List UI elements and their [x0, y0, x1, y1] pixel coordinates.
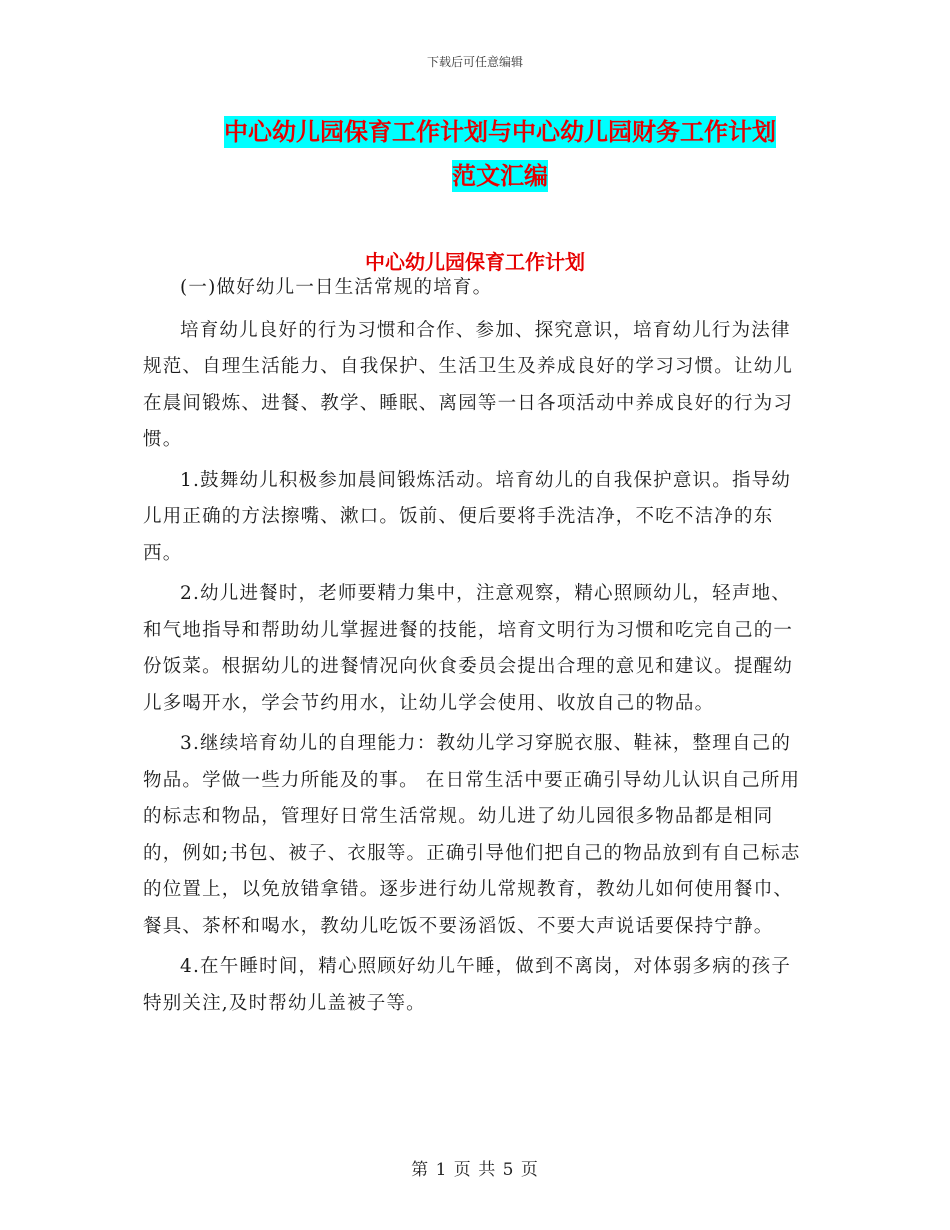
header-note: 下载后可任意编辑: [426, 55, 523, 69]
document-title: [190, 110, 810, 198]
paragraph-1: (一)做好幼儿一日生活常规的培育。: [180, 277, 493, 298]
section-title: 中心幼儿园保育工作计划: [365, 250, 585, 274]
document-title-line1: 中心幼儿园保育工作计划与中心幼儿园财务工作计划: [224, 118, 776, 146]
paragraph-2: 培育幼儿良好的行为习惯和合作、参加、探究意识，培育幼儿行为法律规范、自理生活能力、自我保护、生活卫生及养成良好的学习习惯。让幼儿在晨间锻炼、进餐、教学、睡眠、离园等一日各项活动中养成良好的行为习惯。: [143, 319, 794, 450]
paragraph-5: 3.继续培育幼儿的自理能力：教幼儿学习穿脱衣服、鞋袜，整理自己的物品。学做一些力所能及的事。 在日常生活中要正确引导幼儿认识自己所用的标志和物品，管理好日常生活常规。幼儿进了幼儿园很多物品都是相同的，例如;书包、被子、衣服等。正确引导他们把自己的物品放到有自己标志的位置上，以免放错拿错。逐步进行幼儿常规教育，教幼儿如何使用餐巾、餐具、茶杯和喝水，教幼儿吃饭不要汤滔饭、不要大声说话要保持宁静。: [143, 733, 801, 937]
paragraph-4: 2.幼儿进餐时，老师要精力集中，注意观察，精心照顾幼儿，轻声地、和气地指导和帮助幼儿掌握进餐的技能，培育文明行为习惯和吃完自己的一份饭菜。根据幼儿的进餐情况向伙食委员会提出合理的意见和建议。提醒幼儿多喝开水，学会节约用水，让幼儿学会使用、收放自己的物品。: [143, 583, 794, 714]
paragraph-3: 1.鼓舞幼儿积极参加晨间锻炼活动。培育幼儿的自我保护意识。指导幼儿用正确的方法擦嘴、漱口。饭前、便后要将手洗洁净，不吃不洁净的东西。: [143, 469, 792, 564]
paragraph-6: 4.在午睡时间，精心照顾好幼儿午睡，做到不离岗，对体弱多病的孩子特别关注,及时帮幼儿盖被子等。: [143, 956, 792, 1014]
page-footer: 第 1 页 共 5 页: [411, 1160, 539, 1180]
document-title-line2: 范文汇编: [452, 162, 548, 190]
document-body: [143, 270, 803, 1022]
